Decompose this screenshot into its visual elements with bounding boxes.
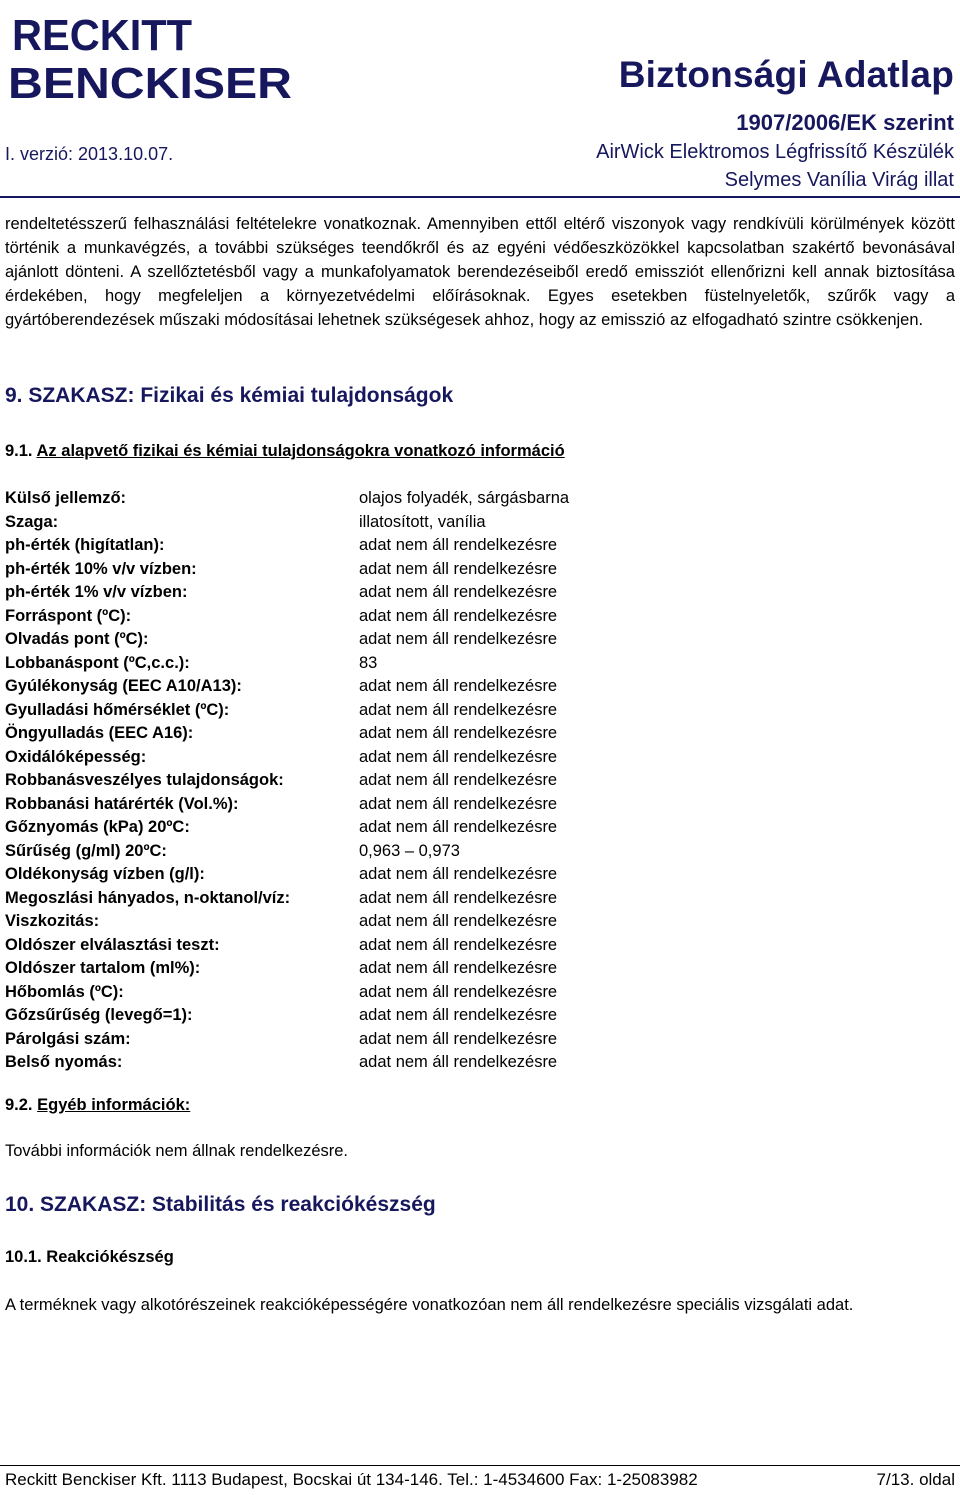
intro-paragraph bbox=[5, 212, 955, 332]
property-row bbox=[5, 722, 955, 746]
property-label: Oldékonyság vízben (g/l): bbox=[5, 865, 205, 883]
property-row bbox=[5, 487, 955, 511]
property-label: Oxidálóképesség: bbox=[5, 747, 147, 766]
subsection-9-2-number: 9.2. bbox=[5, 1096, 33, 1114]
property-label: Olvadás pont (ºC): bbox=[5, 630, 149, 648]
property-label: Hőbomlás (ºC): bbox=[5, 982, 124, 1001]
document-body bbox=[5, 212, 955, 1314]
property-value: illatosított, vanília bbox=[359, 512, 486, 531]
property-label: Oldószer tartalom (ml%): bbox=[5, 959, 201, 977]
property-row bbox=[5, 910, 955, 934]
regulation-label: 1907/2006/EK szerint bbox=[736, 110, 954, 135]
section-9-label: Fizikai és kémiai tulajdonságok bbox=[140, 384, 454, 407]
property-label: Külső jellemző: bbox=[5, 489, 127, 507]
property-row bbox=[5, 1051, 955, 1075]
property-row bbox=[5, 699, 955, 723]
property-label: ph-érték 10% v/v vízben: bbox=[5, 559, 197, 578]
footer-divider bbox=[0, 1465, 960, 1466]
property-row bbox=[5, 887, 955, 911]
property-label: Gőzsűrűség (levegő=1): bbox=[5, 1006, 193, 1024]
section-10-number: 10. SZAKASZ: bbox=[5, 1193, 147, 1216]
property-label: Forráspont (ºC): bbox=[5, 606, 132, 625]
property-row bbox=[5, 652, 955, 676]
property-row bbox=[5, 793, 955, 817]
property-row bbox=[5, 769, 955, 793]
company-logo bbox=[8, 10, 298, 106]
property-row bbox=[5, 675, 955, 699]
logo-line1: RECKITT bbox=[12, 11, 193, 60]
subsection-9-2-label: Egyéb információk: bbox=[37, 1096, 191, 1114]
property-row bbox=[5, 581, 955, 605]
property-value: adat nem áll rendelkezésre bbox=[359, 747, 558, 766]
section-9-number: 9. SZAKASZ: bbox=[5, 384, 135, 407]
property-value: olajos folyadék, sárgásbarna bbox=[359, 489, 570, 507]
property-label: ph-érték 1% v/v vízben: bbox=[5, 583, 188, 601]
intro-text-1: rendeltetésszerű felhasználási feltételekre vonatkoznak. Amennyiben ettől eltérő viszonyok vagy rendkívüli körülmények között történik a munkavégzés, a további szükséges teendőkről és az egyéni védőeszközökkel kapcsolatban szakértő bevonásával ajánlott dönteni. bbox=[5, 215, 955, 281]
property-row bbox=[5, 863, 955, 887]
property-value: adat nem áll rendelkezésre bbox=[359, 935, 558, 954]
product-name: AirWick Elektromos Légfrissítő Készülék bbox=[596, 141, 954, 163]
section-9-title bbox=[5, 384, 453, 408]
property-value: 83 bbox=[359, 653, 378, 672]
reactivity-text: A terméknek vagy alkotórészeinek reakcióképességére vonatkozóan nem áll rendelkezésre speciális vizsgálati adat. bbox=[5, 1296, 854, 1314]
property-row bbox=[5, 1028, 955, 1052]
logo-line2: BENCKISER bbox=[8, 59, 292, 106]
subsection-9-2-title bbox=[5, 1096, 190, 1115]
property-label: Gyúlékonyság (EEC A10/A13): bbox=[5, 677, 242, 695]
property-label: Megoszlási hányados, n-oktanol/víz: bbox=[5, 888, 291, 907]
property-value: adat nem áll rendelkezésre bbox=[359, 536, 558, 554]
property-row bbox=[5, 981, 955, 1005]
property-value: adat nem áll rendelkezésre bbox=[359, 959, 558, 977]
property-row bbox=[5, 558, 955, 582]
header-title-block bbox=[596, 52, 954, 194]
property-row bbox=[5, 1004, 955, 1028]
page-number: 7/13. oldal bbox=[876, 1470, 955, 1489]
property-row bbox=[5, 816, 955, 840]
property-label: Robbanásveszélyes tulajdonságok: bbox=[5, 771, 284, 789]
property-label: Sűrűség (g/ml) 20ºC: bbox=[5, 841, 167, 860]
property-row bbox=[5, 628, 955, 652]
intro-text-2: A szellőztetésből vagy a munkafolyamatok berendezéseiből eredő emissziót ellenőrizni kell annak biztosítása érdekében, hogy megfeleljen a környezetvédelmi előírásoknak. Egyes esetekben füstelnyeletők, szűrők vagy a gyártóberendezések műszaki módosításai lehetnek szükségesek ahhoz, hogy az emisszió az elfogadható szintre csökkenjen. bbox=[5, 263, 955, 329]
property-value: adat nem áll rendelkezésre bbox=[359, 865, 558, 883]
property-value: adat nem áll rendelkezésre bbox=[359, 982, 558, 1001]
subsection-9-1-number: 9.1. bbox=[5, 442, 33, 460]
property-value: adat nem áll rendelkezésre bbox=[359, 559, 558, 578]
property-label: Öngyulladás (EEC A16): bbox=[5, 724, 194, 742]
section-10-title bbox=[5, 1193, 436, 1217]
property-label: Párolgási szám: bbox=[5, 1029, 131, 1048]
property-value: adat nem áll rendelkezésre bbox=[359, 1006, 558, 1024]
footer-company: Reckitt Benckiser Kft. 1113 Budapest, Bocskai út 134-146. Tel.: 1-4534600 Fax: 1-25083982 bbox=[5, 1470, 698, 1489]
property-label: Robbanási határérték (Vol.%): bbox=[5, 794, 239, 813]
version-label: I. verzió: 2013.10.07. bbox=[5, 144, 174, 164]
property-value: adat nem áll rendelkezésre bbox=[359, 677, 558, 695]
property-value: 0,963 – 0,973 bbox=[359, 841, 460, 860]
property-value: adat nem áll rendelkezésre bbox=[359, 700, 558, 719]
property-value: adat nem áll rendelkezésre bbox=[359, 912, 558, 930]
property-value: adat nem áll rendelkezésre bbox=[359, 583, 558, 601]
subsection-10-1-title: 10.1. Reakciókészség bbox=[5, 1248, 174, 1266]
property-label: Belső nyomás: bbox=[5, 1053, 123, 1071]
property-row bbox=[5, 840, 955, 864]
header-divider bbox=[0, 196, 960, 198]
subsection-9-1-title bbox=[5, 442, 565, 461]
property-value: adat nem áll rendelkezésre bbox=[359, 794, 558, 813]
property-label: Szaga: bbox=[5, 512, 59, 531]
company-logo-graphic bbox=[8, 10, 298, 106]
property-row bbox=[5, 934, 955, 958]
page-header bbox=[0, 0, 960, 196]
property-label: Gyulladási hőmérséklet (ºC): bbox=[5, 700, 230, 719]
property-row bbox=[5, 511, 955, 535]
property-value: adat nem áll rendelkezésre bbox=[359, 888, 558, 907]
document-title: Biztonsági Adatlap bbox=[618, 54, 954, 95]
property-value: adat nem áll rendelkezésre bbox=[359, 771, 558, 789]
property-value: adat nem áll rendelkezésre bbox=[359, 630, 558, 648]
property-row bbox=[5, 957, 955, 981]
property-value: adat nem áll rendelkezésre bbox=[359, 1029, 558, 1048]
property-value: adat nem áll rendelkezésre bbox=[359, 606, 558, 625]
product-variant: Selymes Vanília Virág illat bbox=[724, 169, 954, 191]
property-row bbox=[5, 534, 955, 558]
property-row bbox=[5, 746, 955, 770]
property-value: adat nem áll rendelkezésre bbox=[359, 818, 558, 836]
other-info-text: További információk nem állnak rendelkezésre. bbox=[5, 1142, 349, 1160]
properties-table bbox=[5, 487, 955, 1075]
subsection-9-1-label: Az alapvető fizikai és kémiai tulajdonságokra vonatkozó információ bbox=[36, 442, 565, 460]
section-10-label: Stabilitás és reakciókészség bbox=[152, 1193, 436, 1216]
property-label: ph-érték (higítatlan): bbox=[5, 536, 165, 554]
property-value: adat nem áll rendelkezésre bbox=[359, 724, 558, 742]
property-row bbox=[5, 605, 955, 629]
property-label: Viszkozitás: bbox=[5, 912, 100, 930]
property-value: adat nem áll rendelkezésre bbox=[359, 1053, 558, 1071]
property-label: Lobbanáspont (ºC,c.c.): bbox=[5, 653, 190, 672]
property-label: Oldószer elválasztási teszt: bbox=[5, 935, 220, 954]
property-label: Gőznyomás (kPa) 20ºC: bbox=[5, 818, 190, 836]
